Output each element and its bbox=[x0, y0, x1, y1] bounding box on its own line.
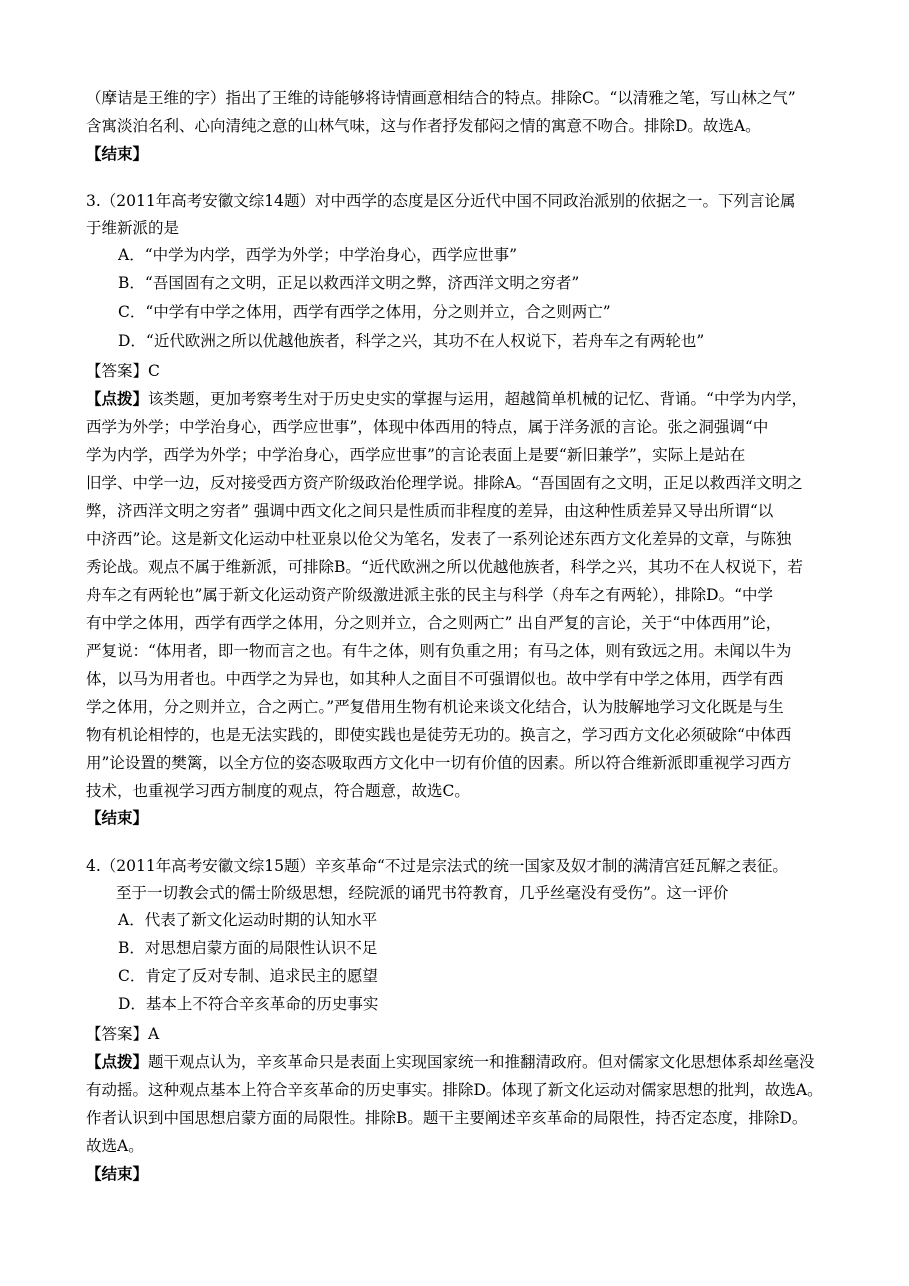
q3-stem-line-2: 于维新派的是 bbox=[86, 219, 180, 237]
q3-explain-line: 学之体用，分之则并立，合之两亡。”严复借用生物有机论来谈文化结合，认为肢解地学习文化既是与生 bbox=[86, 698, 784, 716]
q3-explain-line: 严复说：“体用者，即一物而言之也。有牛之体，则有负重之用；有马之体，则有致远之用。未闻以牛为 bbox=[86, 642, 792, 660]
intro-line-1: （摩诘是王维的字）指出了王维的诗能够将诗情画意相结合的特点。排除C。“以清雅之笔，写山林之气” bbox=[86, 89, 796, 107]
q4-explain-line: 故选A。 bbox=[86, 1137, 144, 1155]
q4-explain-line: 作者认识到中国思想启蒙方面的局限性。排除B。题干主要阐述辛亥革命的局限性，持否定态度，排除D。 bbox=[86, 1109, 808, 1127]
q3-explain-line: 旧学、中学一边，反对接受西方资产阶级政治伦理学说。排除A。“吾国固有之文明，正足以救西洋文明之 bbox=[86, 474, 803, 492]
q3-option-b: B．“吾国固有之文明，正足以救西洋文明之弊，济西洋文明之穷者” bbox=[118, 274, 580, 292]
q4-explain-line-1 bbox=[86, 1052, 815, 1072]
q3-explain-line-1 bbox=[86, 389, 807, 409]
q3-option-d: D．“近代欧洲之所以优越他族者，科学之兴，其功不在人权说下，若舟车之有两轮也” bbox=[118, 332, 705, 350]
q3-option-c: C．“中学有中学之体用，西学有西学之体用，分之则并立，合之则两亡” bbox=[118, 303, 611, 321]
end-marker: 【结束】 bbox=[86, 144, 149, 163]
q3-explain-line: 秀论战。观点不属于维新派，可排除B。“近代欧洲之所以优越他族者，科学之兴，其功不在人权说下，若 bbox=[86, 558, 803, 576]
q3-explain-line: 体，以马为用者也。中西学之为异也，如其种人之面目不可强谓似也。故中学有中学之体用，西学有西 bbox=[86, 670, 784, 688]
q3-explain-line: 物有机论相悖的，也是无法实践的，即使实践也是徒劳无功的。换言之，学习西方文化必须破除“中体西 bbox=[86, 726, 792, 744]
intro-line-2: 含寓淡泊名利、心向清纯之意的山林气味，这与作者抒发郁闷之情的寓意不吻合。排除D。故选A。 bbox=[86, 117, 761, 135]
q4-stem-line-2: 至于一切教会式的儒士阶级思想，经院派的诵咒书符教育，几乎丝毫没有受伤”。这一评价 bbox=[116, 884, 729, 902]
q3-explain-line: 弊，济西洋文明之穷者” 强调中西文化之间只是性质而非程度的差异，由这种性质差异又导出所谓“以 bbox=[86, 502, 774, 520]
q3-explain-line: 学为内学，西学为外学；中学治身心，西学应世事”的言论表面上是要“新旧兼学”，实际上是站在 bbox=[86, 446, 746, 464]
q3-explain-line: 中济西”论。这是新文化运动中杜亚泉以伧父为笔名，发表了一系列论述东西方文化差异的文章，与陈独 bbox=[86, 530, 792, 548]
explain-label: 【点拨】 bbox=[86, 389, 149, 408]
q3-explain-line: 用”论设置的樊篱，以全方位的姿态吸取西方文化中一切有价值的因素。所以符合维新派即重视学习西方 bbox=[86, 754, 792, 772]
q3-stem-line-1: 3.（2011年高考安徽文综14题）对中西学的态度是区分近代中国不同政治派别的依据之一。下列言论属 bbox=[86, 192, 796, 210]
q4-option-c: C．肯定了反对专制、追求民主的愿望 bbox=[118, 967, 378, 985]
q3-explain-line: 有中学之体用，西学有西学之体用，分之则并立，合之则两亡” 出自严复的言论，关于“中体西用”论， bbox=[86, 614, 782, 632]
q3-explain-line: 技术，也重视学习西方制度的观点，符合题意，故选C。 bbox=[86, 782, 470, 800]
q3-option-a: A．“中学为内学，西学为外学；中学治身心，西学应世事” bbox=[118, 246, 518, 264]
q3-explain-line: 西学为外学；中学治身心，西学应世事”，体现中体西用的特点，属于洋务派的言论。张之洞强调“中 bbox=[86, 418, 769, 436]
explain-label: 【点拨】 bbox=[86, 1052, 149, 1071]
end-marker: 【结束】 bbox=[86, 808, 149, 827]
q4-answer: 【答案】A bbox=[86, 1025, 160, 1043]
q3-explain-line: 舟车之有两轮也”属于新文化运动资产阶级激进派主张的民主与科学（舟车之有两轮），排除D。“中学 bbox=[86, 586, 774, 604]
q4-option-a: A．代表了新文化运动时期的认知水平 bbox=[118, 911, 378, 929]
q4-explain-line: 有动摇。这种观点基本上符合辛亥革命的历史事实。排除D。体现了新文化运动对儒家思想的批判，故选A。 bbox=[86, 1081, 823, 1099]
end-marker: 【结束】 bbox=[86, 1164, 149, 1183]
q4-option-d: D．基本上不符合辛亥革命的历史事实 bbox=[118, 995, 379, 1013]
q3-answer: 【答案】C bbox=[86, 362, 160, 380]
explain-text: 该类题，更加考察考生对于历史史实的掌握与运用，超越简单机械的记忆、背诵。“中学为内学， bbox=[148, 390, 807, 408]
q4-option-b: B．对思想启蒙方面的局限性认识不足 bbox=[118, 939, 378, 957]
explain-text: 题干观点认为，辛亥革命只是表面上实现国家统一和推翻清政府。但对儒家文化思想体系却丝毫没 bbox=[148, 1053, 815, 1071]
q4-stem-line-1: 4.（2011年高考安徽文综15题）辛亥革命“不过是宗法式的统一国家及奴才制的满清宫廷瓦解之表征。 bbox=[86, 857, 788, 875]
